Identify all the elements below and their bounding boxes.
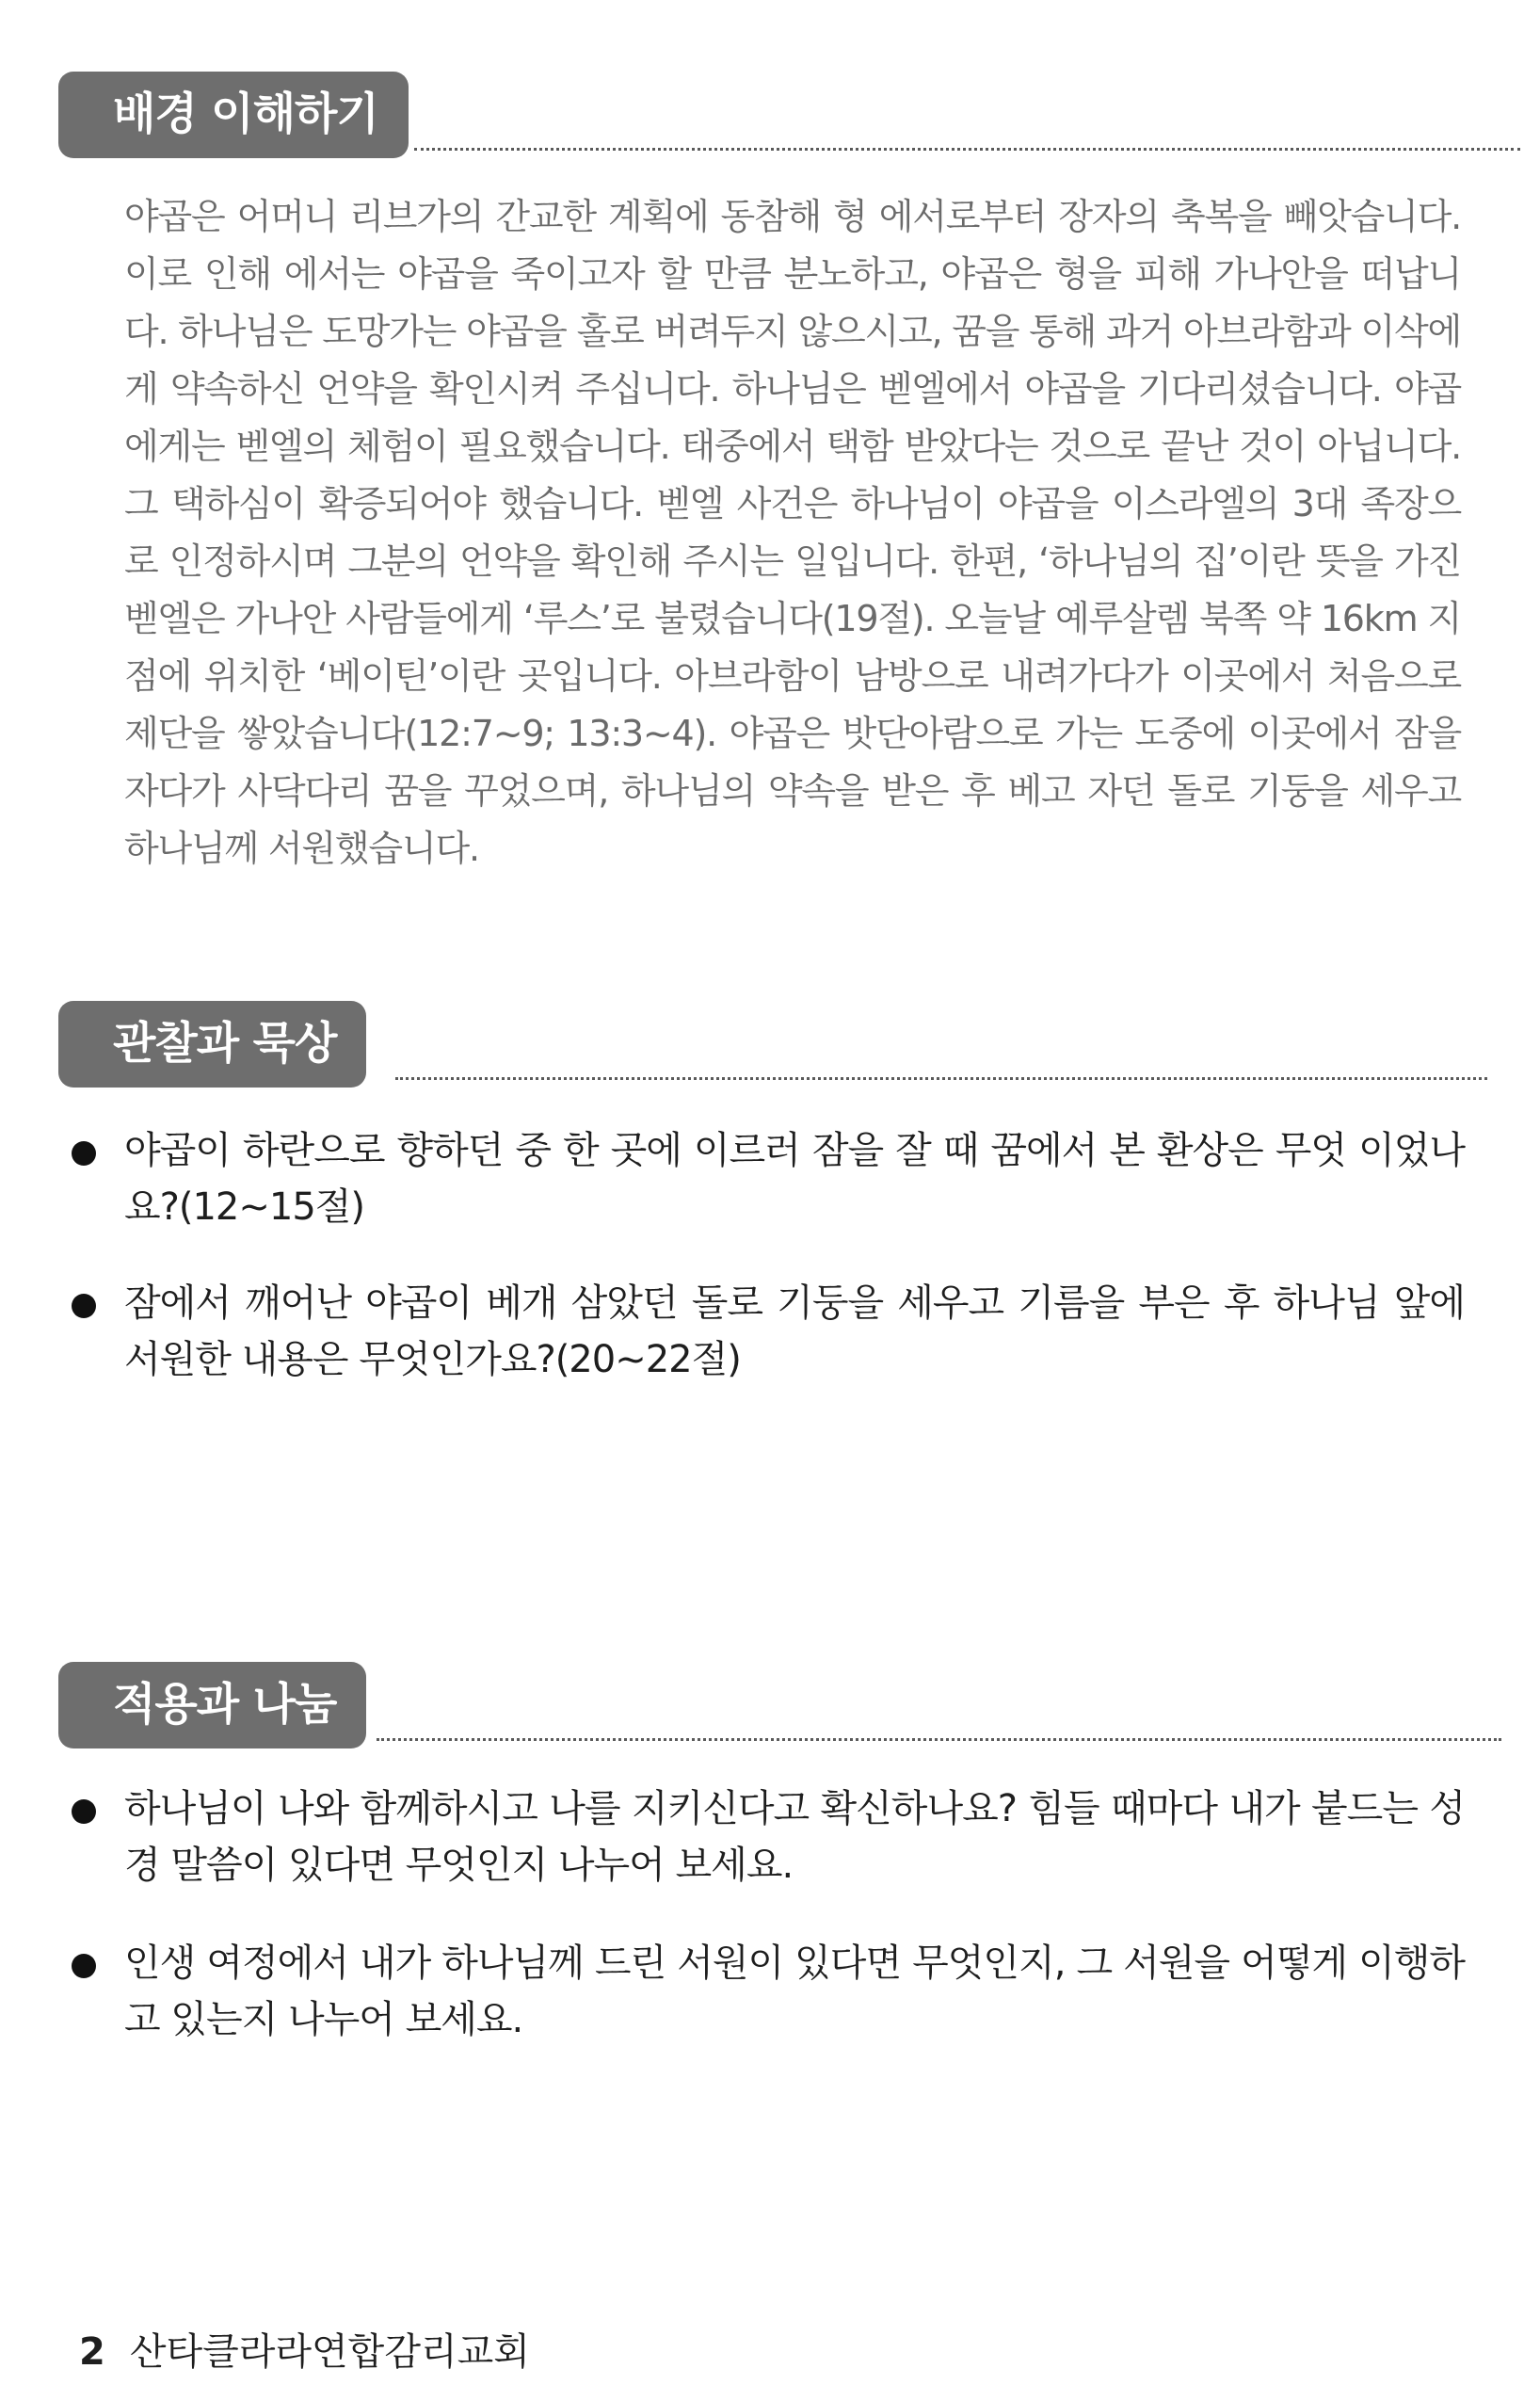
observation-question-text: 야곱이 하란으로 향하던 중 한 곳에 이르러 잠을 잘 때 꿈에서 본 환상은 무엇 이었나요?(12~15절) [124,1129,1465,1229]
background-heading-divider [414,148,1520,151]
background-body-text: 야곱은 어머니 리브가의 간교한 계획에 동참해 형 에서로부터 장자의 축복을 빼앗습니다. 이로 인해 에서는 야곱을 죽이고자 할 만큼 분노하고, 야곱은 형을 피해 가나안을 떠납니다. 하나님은 도망가는 야곱을 홀로 버려두지 않으시고, 꿈을 통해 과거 아브라함과 이삭에게 약속하신 언약을 확인시켜 주십니다. 하나님은 벧엘에서 야곱을 기다리셨습니다. 야곱에게는 벧엘의 체험이 필요했습니다. 태중에서 택함 받았다는 것으로 끝난 것이 아닙니다. 그 택하심이 확증되어야 했습니다. 벧엘 사건은 하나님이 야곱을 이스라엘의 3대 족장으로 인정하시며 그분의 언약을 확인해 주시는 일입니다. 한편, ‘하나님의 집’이란 뜻을 가진 벧엘은 가나안 사람들에게 ‘루스’로 불렸습니다(19절). 오늘날 예루살렘 북쪽 약 16km 지점에 위치한 ‘베이틴’이란 곳입니다. 아브라함이 남방으로 내려가다가 이곳에서 처음으로 제단을 쌓았습니다(12:7~9; 13:3~4). 야곱은 밧단아람으로 가는 도중에 이곳에서 잠을 자다가 사닥다리 꿈을 꾸었으며, 하나님의 약속을 받은 후 베고 자던 돌로 기둥을 세우고 하나님께 서원했습니다. [124,196,1461,869]
application-question-text: 하나님이 나와 함께하시고 나를 지키신다고 확신하나요? 힘들 때마다 내가 붙드는 성경 말씀이 있다면 무엇인지 나누어 보세요. [124,1787,1465,1887]
bullet-icon [72,1141,96,1166]
application-question-text: 인생 여정에서 내가 하나님께 드린 서원이 있다면 무엇인지, 그 서원을 어떻게 이행하고 있는지 나누어 보세요. [124,1942,1465,2041]
observation-heading-row [58,1001,1470,1088]
background-heading-row [58,72,1470,158]
church-name: 산타클라라연합감리교회 [129,2330,530,2374]
observation-heading-divider [395,1077,1487,1080]
page-footer [79,2326,530,2378]
observation-question-text: 잠에서 깨어난 야곱이 베개 삼았던 돌로 기둥을 세우고 기름을 부은 후 하나님 앞에 서원한 내용은 무엇인가요?(20~22절) [124,1281,1465,1381]
background-section-title: 배경 이해하기 [58,72,409,158]
observation-question-item [72,1122,1465,1235]
application-question-item [72,1935,1465,2048]
observation-question-list [72,1122,1465,1388]
bullet-icon [72,1799,96,1824]
observation-section-title: 관찰과 묵상 [58,1001,366,1088]
bullet-icon [72,1294,96,1318]
application-heading-divider [377,1738,1501,1741]
application-question-list [72,1781,1465,2048]
observation-question-item [72,1275,1465,1388]
bullet-icon [72,1954,96,1978]
application-question-item [72,1781,1465,1893]
application-section-title: 적용과 나눔 [58,1662,366,1748]
page-number: 2 [79,2330,105,2374]
application-heading-row [58,1662,1470,1748]
